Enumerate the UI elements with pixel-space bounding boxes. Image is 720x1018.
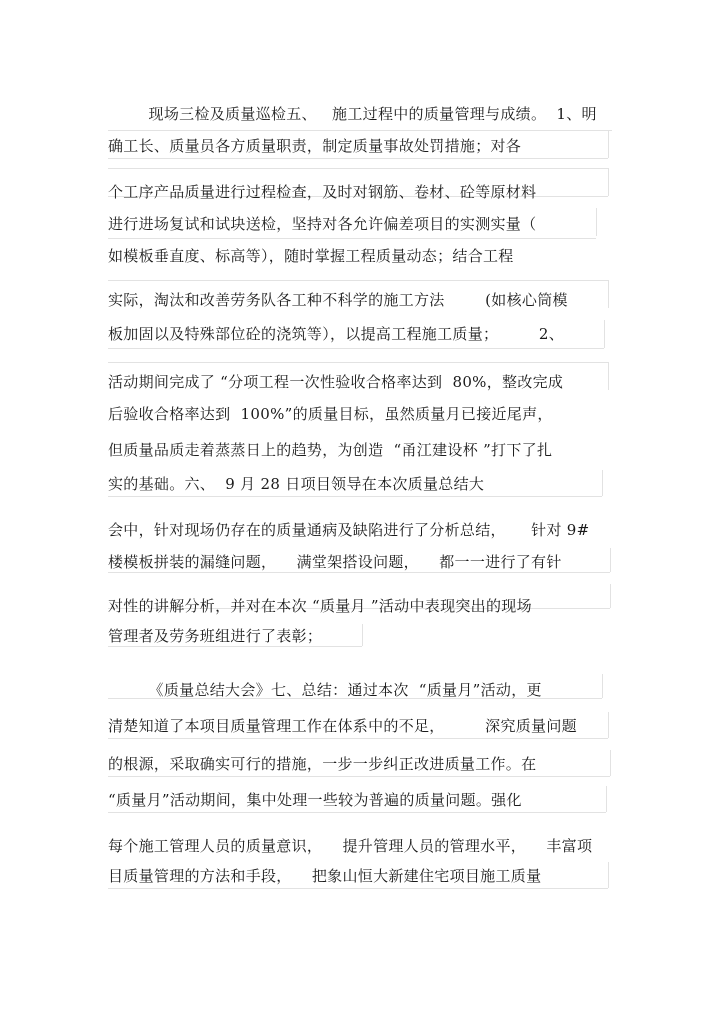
text-line: 楼模板拼装的漏缝问题， 满堂架搭设问题， 都一一进行了有针	[108, 553, 562, 571]
scan-rule	[108, 888, 608, 889]
scan-rule	[108, 738, 608, 739]
scan-rule	[606, 786, 607, 812]
scan-rule	[608, 862, 609, 888]
scan-rule	[108, 158, 608, 159]
scan-rule	[610, 584, 611, 608]
scan-rule	[108, 572, 610, 573]
scan-rule	[602, 674, 603, 698]
scan-rule	[108, 776, 610, 777]
scan-rule	[108, 168, 608, 169]
text-line: 实的基础。六、 9 月 28 日项目领导在本次质量总结大	[108, 475, 485, 493]
text-line: 活动期间完成了 “分项工程一次性验收合格率达到 80%，整改完成	[108, 373, 564, 391]
scan-rule	[608, 280, 609, 308]
text-line: 如模板垂直度、标高等），随时掌握工程质量动态；结合工程	[108, 247, 514, 265]
scan-rule	[608, 130, 609, 158]
scan-rule	[108, 812, 606, 813]
text-line: 确工长、质量员各方质量职责，制定质量事故处罚措施；对各	[108, 137, 522, 155]
scan-rule	[608, 168, 609, 196]
scan-rule	[610, 548, 611, 572]
text-line: 但质量品质走着蒸蒸日上的趋势，为创造 “甬江建设杯 ”打下了扎	[108, 441, 553, 459]
text-line: 进行进场复试和试块送检，坚持对各允许偏差项目的实测实量（	[108, 215, 537, 233]
text-line: “质量月”活动期间，集中处理一些较为普遍的质量问题。强化	[108, 791, 522, 809]
text-line: 实际，淘汰和改善劳务队各工种不科学的施工方法 (如核心筒模	[108, 291, 568, 309]
text-line: 对性的讲解分析，并对在本次 “质量月 ”活动中表现突出的现场	[108, 597, 532, 615]
text-line: 每个施工管理人员的质量意识， 提升管理人员的管理水平， 丰富项	[108, 837, 593, 855]
text-line: 个工序产品质量进行过程检查，及时对钢筋、卷材、砼等原材料	[108, 183, 537, 201]
scan-rule	[362, 624, 363, 646]
scan-rule	[608, 712, 609, 738]
scan-rule	[602, 470, 603, 496]
scan-rule	[608, 362, 609, 390]
text-line: 后验收合格率达到 100%”的质量目标，虽然质量月已接近尾声，	[108, 405, 553, 423]
scan-rule	[108, 646, 362, 647]
scan-rule	[108, 348, 604, 349]
text-line: 板加固以及特殊部位砼的浇筑等），以提高工程施工质量； 2、	[108, 325, 564, 343]
text-line: 管理者及劳务班组进行了表彰；	[108, 627, 323, 645]
scan-rule	[610, 750, 611, 776]
scan-rule	[108, 130, 612, 131]
scan-rule	[108, 238, 596, 239]
scan-rule	[108, 280, 608, 281]
text-line: 的根源，采取确实可行的措施，一步一步纠正改进质量工作。在	[108, 755, 537, 773]
text-line: 现场三检及质量巡检五、 施工过程中的质量管理与成绩。 1、明	[108, 105, 597, 123]
text-line: 目质量管理的方法和手段， 把象山恒大新建住宅项目施工质量	[108, 867, 542, 885]
text-line: 会中，针对现场仍存在的质量通病及缺陷进行了分析总结， 针对 9#	[108, 521, 590, 539]
text-line: 《质量总结大会》七、总结：通过本次 “质量月”活动，更	[108, 681, 542, 699]
scan-rule	[604, 320, 605, 348]
scan-rule	[596, 208, 597, 236]
text-line: 清楚知道了本项目质量管理工作在体系中的不足， 深究质量问题	[108, 717, 577, 735]
scan-rule	[108, 496, 602, 497]
scan-rule	[108, 362, 608, 363]
